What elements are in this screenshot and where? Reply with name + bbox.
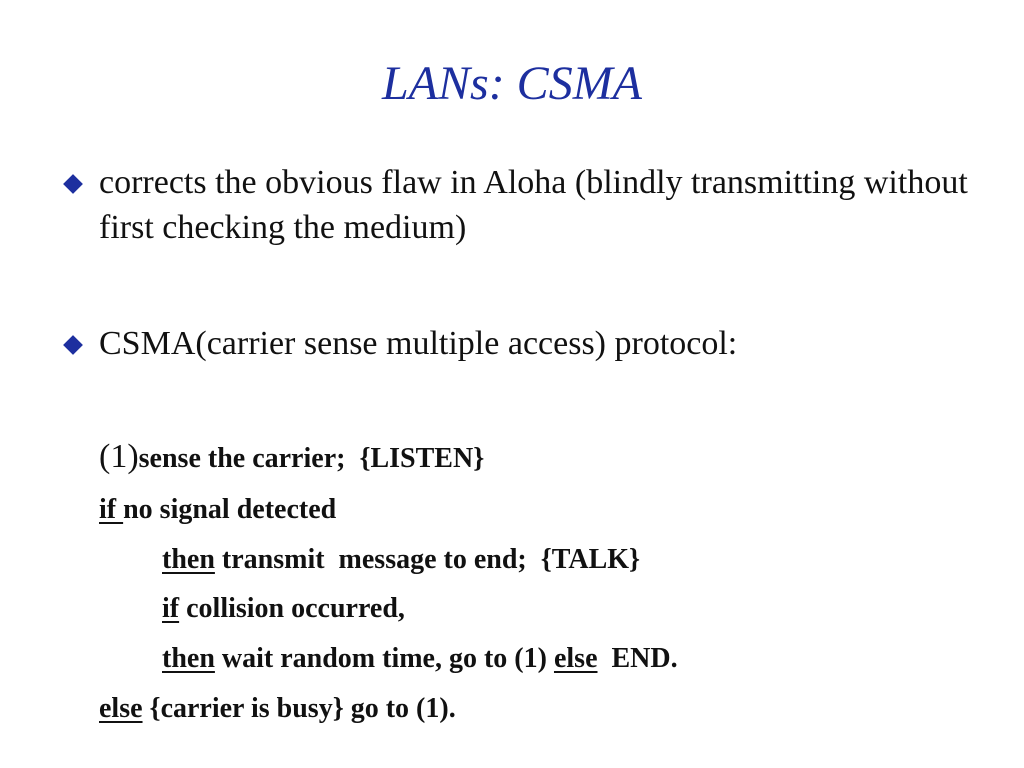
- diamond-bullet-icon: [63, 174, 83, 194]
- keyword-then: then: [162, 544, 215, 575]
- algorithm-text: {carrier is busy} go to (1).: [142, 693, 456, 724]
- algorithm-text: no signal detected: [123, 494, 337, 525]
- keyword-if: if: [162, 593, 180, 624]
- algorithm-line-1: [99, 440, 484, 476]
- step-label: (1): [99, 438, 139, 475]
- algorithm-text: sense the carrier; {LISTEN}: [138, 443, 485, 474]
- algorithm-line-2: [99, 493, 336, 527]
- algorithm-text: wait random time, go to (1): [214, 643, 554, 674]
- algorithm-text: transmit message to end; {TALK}: [214, 544, 641, 575]
- diamond-bullet-icon: [63, 335, 83, 355]
- bullet-text: corrects the obvious flaw in Aloha (blindly transmitting without first checking the medium): [99, 164, 968, 246]
- keyword-then: then: [162, 643, 215, 674]
- keyword-if: if: [99, 494, 124, 525]
- algorithm-line-6: [99, 692, 456, 726]
- keyword-else: else: [99, 693, 143, 724]
- algorithm-text: collision occurred,: [179, 593, 405, 624]
- bullet-item: [62, 321, 992, 366]
- bullet-text: CSMA(carrier sense multiple access) protocol:: [99, 325, 738, 362]
- keyword-else: else: [553, 643, 598, 674]
- algorithm-line-5: [162, 642, 678, 676]
- algorithm-text: END.: [597, 643, 678, 674]
- algorithm-line-3: [162, 543, 640, 577]
- slide-title: LANs: CSMA: [381, 57, 642, 110]
- algorithm-line-4: [162, 592, 405, 626]
- bullet-item: [62, 160, 992, 250]
